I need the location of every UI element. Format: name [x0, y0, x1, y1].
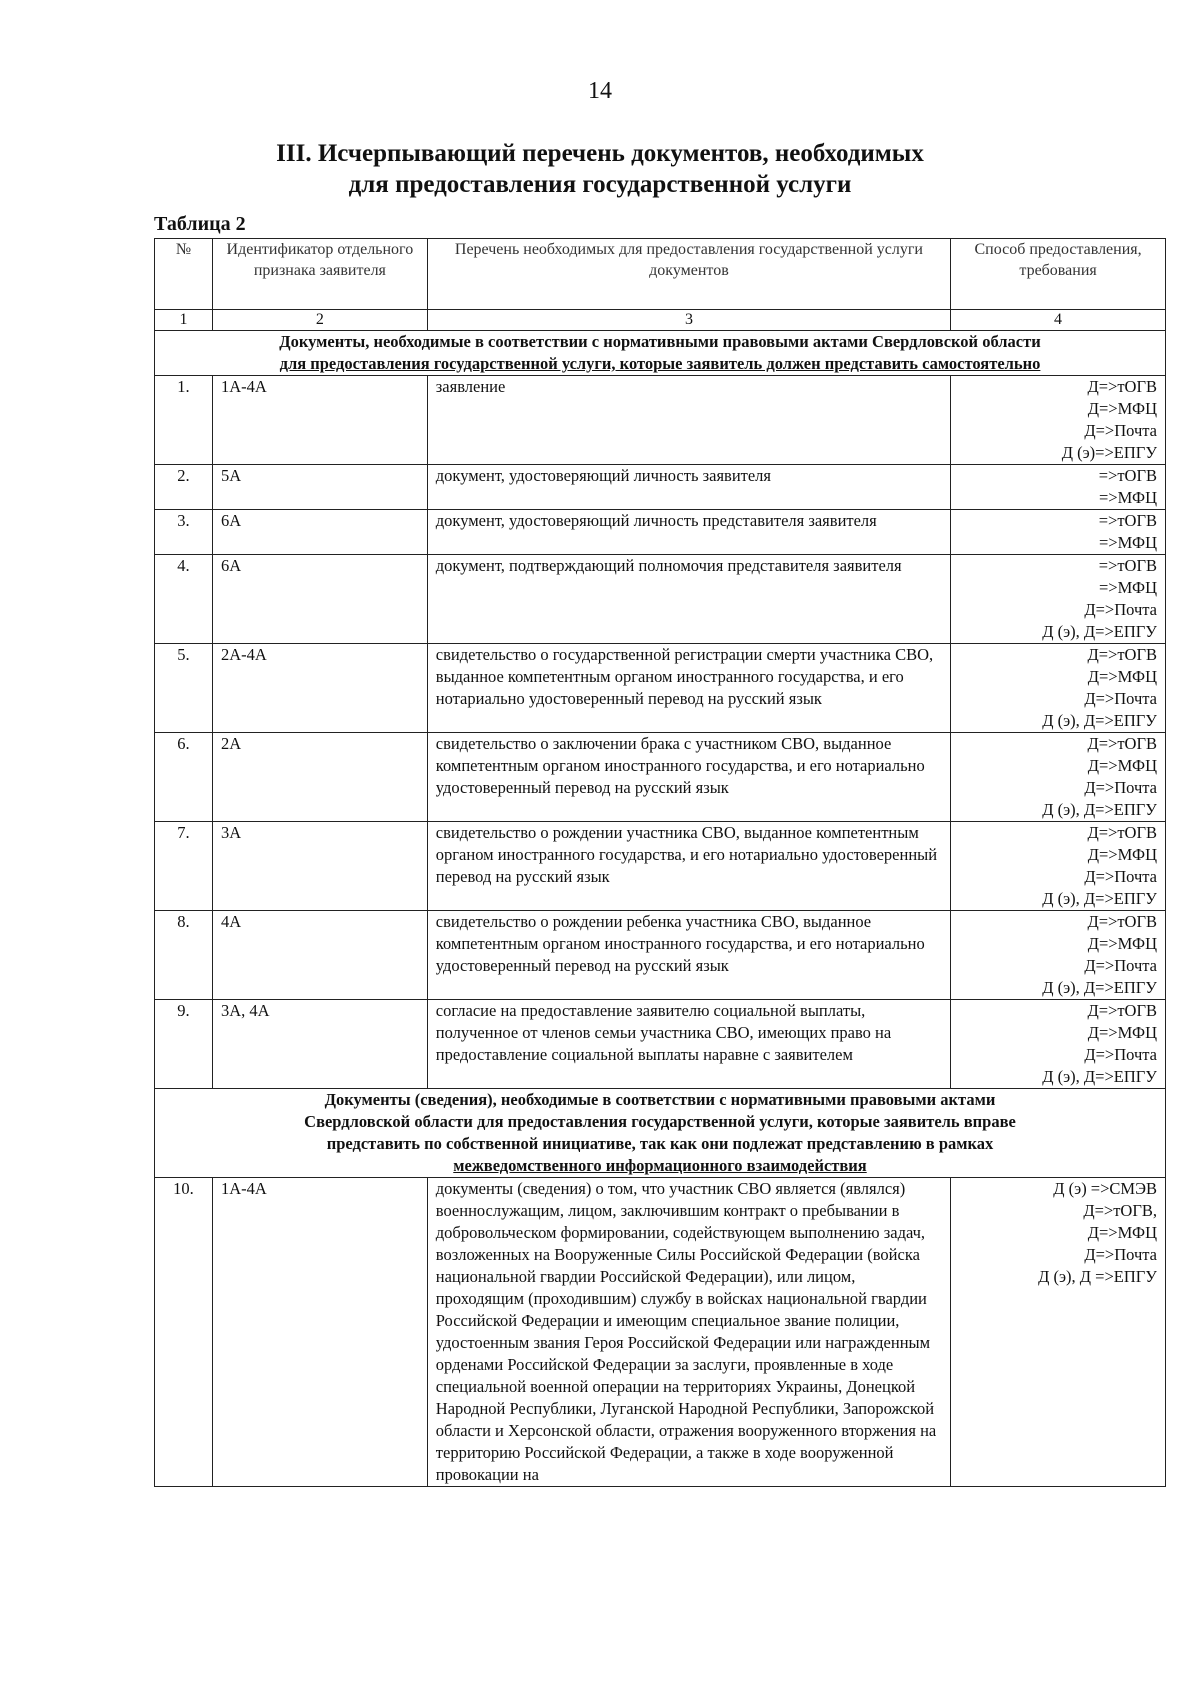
group-heading: [155, 331, 1166, 376]
method-line: Д=>Почта: [1084, 867, 1157, 886]
column-number: 1: [155, 310, 213, 331]
row-number: 1.: [155, 376, 213, 465]
method-line: Д=>Почта: [1084, 956, 1157, 975]
row-document: заявление: [427, 376, 950, 465]
column-number: 3: [427, 310, 950, 331]
row-method: [951, 510, 1166, 555]
method-line: Д=>Почта: [1084, 421, 1157, 440]
row-identifier: 1А-4А: [212, 1178, 427, 1487]
section-title-line: III. Исчерпывающий перечень документов, необходимых: [276, 140, 924, 167]
row-number: 3.: [155, 510, 213, 555]
method-line: Д=>тОГВ: [1087, 734, 1157, 753]
method-line: Д=>Почта: [1084, 689, 1157, 708]
method-line: Д=>МФЦ: [1087, 399, 1157, 418]
row-method: [951, 644, 1166, 733]
group-heading-row: [155, 1089, 1166, 1178]
method-line: Д (э), Д=>ЕПГУ: [1042, 800, 1157, 819]
row-number: 4.: [155, 555, 213, 644]
header-method: Способ предоставления, требования: [951, 239, 1166, 310]
method-line: Д=>МФЦ: [1087, 1223, 1157, 1242]
row-method: [951, 911, 1166, 1000]
group-heading-line: Свердловской области для предоставления государственной услуги, которые заявитель вправе: [304, 1112, 1016, 1131]
row-method: [951, 1000, 1166, 1089]
row-identifier: 1А-4А: [212, 376, 427, 465]
method-line: Д (э), Д=>ЕПГУ: [1042, 622, 1157, 641]
table-caption: Таблица 2: [154, 213, 246, 235]
method-line: Д=>тОГВ: [1087, 912, 1157, 931]
row-method: [951, 555, 1166, 644]
method-line: Д=>тОГВ: [1087, 1001, 1157, 1020]
method-line: Д=>МФЦ: [1087, 667, 1157, 686]
row-identifier: 2А: [212, 733, 427, 822]
group-heading-line: межведомственного информационного взаимодействия: [453, 1156, 867, 1175]
table-row: [155, 822, 1166, 911]
row-method: [951, 1178, 1166, 1487]
row-document: свидетельство о рождении ребенка участника СВО, выданное компетентным органом иностранного государства, и его нотариально удостоверенный перевод на русский язык: [427, 911, 950, 1000]
table-row: [155, 465, 1166, 510]
method-line: Д (э), Д=>ЕПГУ: [1042, 889, 1157, 908]
row-method: [951, 733, 1166, 822]
row-identifier: 5А: [212, 465, 427, 510]
row-document: документ, удостоверяющий личность заявителя: [427, 465, 950, 510]
row-identifier: 2А-4А: [212, 644, 427, 733]
method-line: Д (э)=>ЕПГУ: [1061, 443, 1157, 462]
header-identifier: Идентификатор отдельного признака заявителя: [212, 239, 427, 310]
method-line: =>тОГВ: [1098, 466, 1157, 485]
row-method: [951, 822, 1166, 911]
column-number-row: [155, 310, 1166, 331]
method-line: Д=>МФЦ: [1087, 1023, 1157, 1042]
row-number: 6.: [155, 733, 213, 822]
row-document: документ, подтверждающий полномочия представителя заявителя: [427, 555, 950, 644]
method-line: Д (э) =>СМЭВ: [1053, 1179, 1157, 1198]
row-identifier: 4А: [212, 911, 427, 1000]
row-document: документ, удостоверяющий личность представителя заявителя: [427, 510, 950, 555]
row-number: 10.: [155, 1178, 213, 1487]
page-number: 14: [588, 78, 612, 104]
row-document: свидетельство о государственной регистрации смерти участника СВО, выданное компетентным органом иностранного государства, и его нотариально удостоверенный перевод на русский язык: [427, 644, 950, 733]
method-line: Д=>Почта: [1084, 1045, 1157, 1064]
method-line: Д=>тОГВ: [1087, 823, 1157, 842]
header-number: №: [155, 239, 213, 310]
section-title-line: для предоставления государственной услуги: [348, 171, 852, 198]
group-heading-line: для предоставления государственной услуги, которые заявитель должен представить самостоятельно: [279, 354, 1041, 373]
column-number: 2: [212, 310, 427, 331]
row-identifier: 6А: [212, 510, 427, 555]
row-number: 2.: [155, 465, 213, 510]
row-method: [951, 376, 1166, 465]
method-line: Д=>Почта: [1084, 600, 1157, 619]
method-line: Д (э), Д=>ЕПГУ: [1042, 711, 1157, 730]
table-row: [155, 376, 1166, 465]
method-line: =>МФЦ: [1098, 533, 1157, 552]
method-line: Д (э), Д=>ЕПГУ: [1042, 978, 1157, 997]
table-row: [155, 1000, 1166, 1089]
method-line: Д=>тОГВ: [1087, 377, 1157, 396]
row-number: 8.: [155, 911, 213, 1000]
method-line: Д=>Почта: [1084, 778, 1157, 797]
row-identifier: 3А, 4А: [212, 1000, 427, 1089]
method-line: Д=>тОГВ,: [1083, 1201, 1157, 1220]
row-number: 7.: [155, 822, 213, 911]
method-line: Д=>МФЦ: [1087, 934, 1157, 953]
method-line: =>МФЦ: [1098, 578, 1157, 597]
method-line: Д=>тОГВ: [1087, 645, 1157, 664]
documents-table: [154, 238, 1166, 1487]
row-number: 9.: [155, 1000, 213, 1089]
row-document: свидетельство о заключении брака с участником СВО, выданное компетентным органом иностранного государства, и его нотариально удостоверенный перевод на русский язык: [427, 733, 950, 822]
row-document: свидетельство о рождении участника СВО, выданное компетентным органом иностранного государства, и его нотариально удостоверенный перевод на русский язык: [427, 822, 950, 911]
group-heading: [155, 1089, 1166, 1178]
header-row: [155, 239, 1166, 310]
row-identifier: 3А: [212, 822, 427, 911]
method-line: Д=>Почта: [1084, 1245, 1157, 1264]
table-row: [155, 510, 1166, 555]
method-line: Д (э), Д =>ЕПГУ: [1038, 1267, 1157, 1286]
method-line: =>МФЦ: [1098, 488, 1157, 507]
group-heading-line: Документы, необходимые в соответствии с нормативными правовыми актами Свердловской области: [279, 332, 1041, 351]
column-number: 4: [951, 310, 1166, 331]
row-document: документы (сведения) о том, что участник СВО является (являлся) военнослужащим, лицом, заключившим контракт о пребывании в добровольческом формировании, содействующем выполнению задач, возложенных на Вооруженные Силы Российской Федерации (войска национальной гвардии Российской Федерации), или лицом, проходящим (проходившим) службу в войсках национальной гвардии Российской Федерации и имеющим специальное звание полиции, удостоенным звания Героя Российской Федерации или награжденным орденами Российской Федерации за заслуги, проявленные в ходе специальной военной операции на территориях Украины, Донецкой Народной Республики, Луганской Народной Республики, Запорожской области и Херсонской области, отражения вооруженного вторжения на территорию Российской Федерации, а также в ходе вооруженной провокации на: [427, 1178, 950, 1487]
row-method: [951, 465, 1166, 510]
table-row: [155, 555, 1166, 644]
table-row: [155, 1178, 1166, 1487]
method-line: =>тОГВ: [1098, 556, 1157, 575]
table-row: [155, 644, 1166, 733]
documents-table-body: [155, 239, 1166, 1487]
row-number: 5.: [155, 644, 213, 733]
group-heading-row: [155, 331, 1166, 376]
row-identifier: 6А: [212, 555, 427, 644]
group-heading-line: Документы (сведения), необходимые в соответствии с нормативными правовыми актами: [324, 1090, 996, 1109]
table-row: [155, 911, 1166, 1000]
method-line: Д=>МФЦ: [1087, 845, 1157, 864]
method-line: Д (э), Д=>ЕПГУ: [1042, 1067, 1157, 1086]
group-heading-line: представить по собственной инициативе, так как они подлежат представлению в рамках: [326, 1134, 994, 1153]
header-documents: Перечень необходимых для предоставления государственной услуги документов: [427, 239, 950, 310]
method-line: Д=>МФЦ: [1087, 756, 1157, 775]
section-title: [0, 138, 1200, 200]
row-document: согласие на предоставление заявителю социальной выплаты, полученное от членов семьи участника СВО, имеющих право на предоставление социальной выплаты наравне с заявителем: [427, 1000, 950, 1089]
table-row: [155, 733, 1166, 822]
method-line: =>тОГВ: [1098, 511, 1157, 530]
